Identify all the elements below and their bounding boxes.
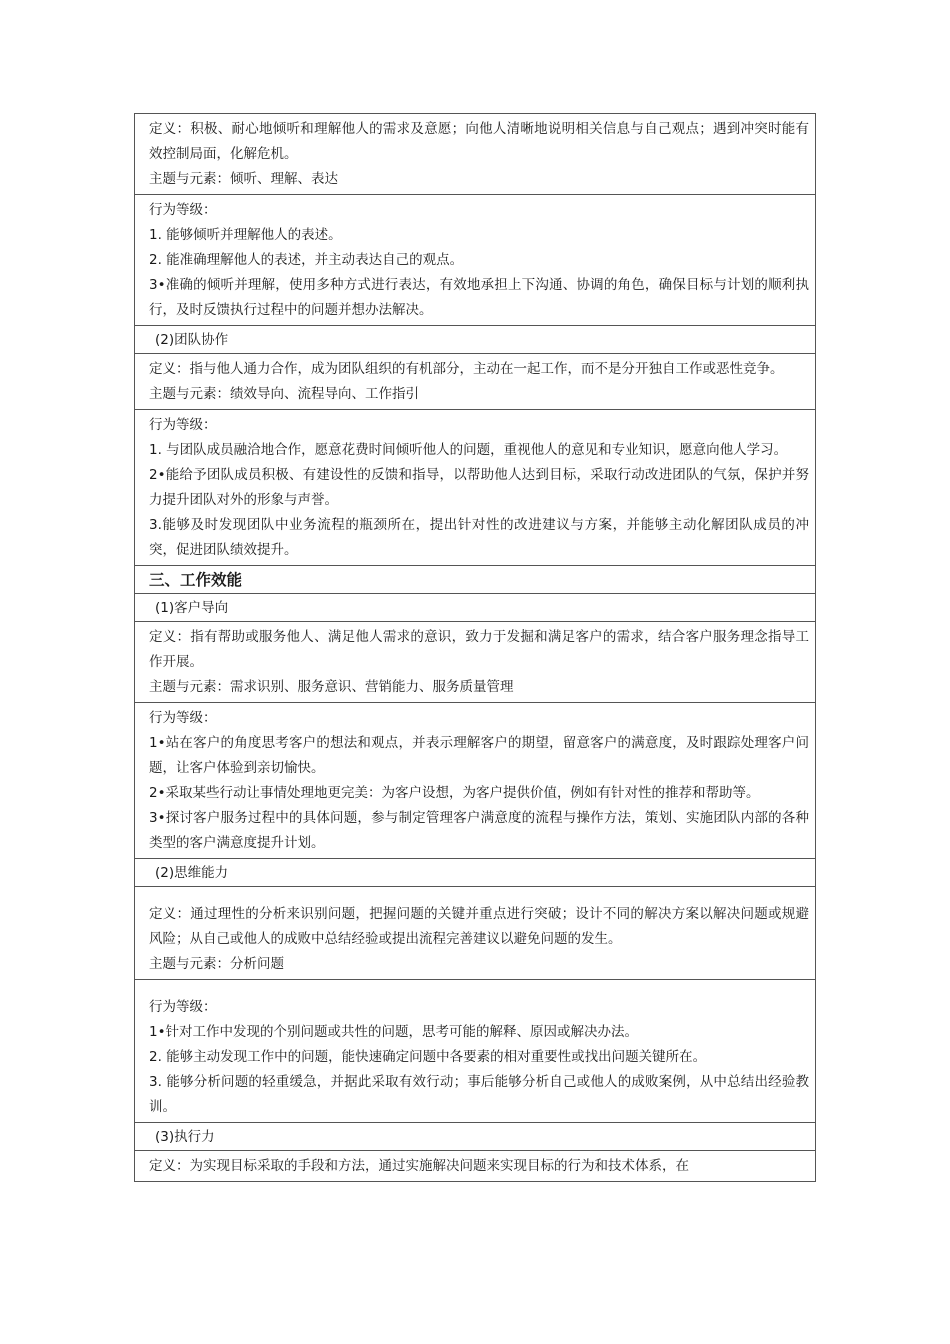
cell-text-line: 行为等级：: [149, 202, 217, 218]
cell-text-line: 1. 与团队成员融洽地合作，愿意花费时间倾听他人的问题，重视他人的意见和专业知识，愿意向他人学习。: [149, 442, 788, 458]
subsection-heading: (1)客户导向: [134, 594, 816, 622]
cell-text-line: 1•站在客户的角度思考客户的想法和观点，并表示理解客户的期望，留意客户的满意度，及时跟踪处理客户问题，让客户体验到亲切愉快。: [149, 735, 809, 776]
cell-text-line: 2•采取某些行动让事情处理地更完美：为客户设想，为客户提供价值，例如有针对性的推荐和帮助等。: [149, 785, 760, 801]
cell-text-line: 3•探讨客户服务过程中的具体问题，参与制定管理客户满意度的流程与操作方法，策划、实施团队内部的各种类型的客户满意度提升计划。: [149, 810, 809, 851]
table-cell: [134, 980, 816, 1123]
cell-text-line: 定义：指有帮助或服务他人、满足他人需求的意识，致力于发掘和满足客户的需求，结合客户服务理念指导工作开展。: [149, 629, 809, 670]
competency-table: [134, 113, 816, 1182]
table-cell: [134, 410, 816, 566]
cell-text-line: 主题与元素：倾听、理解、表达: [149, 171, 338, 187]
table-cell: [134, 354, 816, 410]
cell-text-line: 主题与元素：需求识别、服务意识、营销能力、服务质量管理: [149, 679, 514, 695]
cell-text-line: 3. 能够分析问题的轻重缓急，并据此采取有效行动；事后能够分析自己或他人的成败案例，从中总结出经验教训。: [149, 1074, 809, 1115]
cell-text-line: 定义：指与他人通力合作，成为团队组织的有机部分，主动在一起工作，而不是分开独自工作或恶性竞争。: [149, 361, 784, 377]
subsection-heading: (2)思维能力: [134, 859, 816, 887]
cell-text-line: 2. 能准确理解他人的表述，并主动表达自己的观点。: [149, 252, 464, 268]
cell-text-line: 定义：积极、耐心地倾听和理解他人的需求及意愿；向他人清晰地说明相关信息与自己观点；遇到冲突时能有效控制局面，化解危机。: [149, 121, 809, 162]
cell-text-line: 2•能给予团队成员积极、有建设性的反馈和指导，以帮助他人达到目标，采取行动改进团队的气氛，保护并努力提升团队对外的形象与声誉。: [149, 467, 809, 508]
subsection-heading: (3)执行力: [134, 1123, 816, 1151]
cell-text-line: 定义：为实现目标采取的手段和方法，通过实施解决问题来实现目标的行为和技术体系，在: [149, 1158, 689, 1174]
table-cell: [134, 1151, 816, 1182]
subsection-heading: (2)团队协作: [134, 326, 816, 354]
cell-text-line: 1. 能够倾听并理解他人的表述。: [149, 227, 342, 243]
table-cell: [134, 887, 816, 980]
cell-text-line: 行为等级：: [149, 417, 217, 433]
cell-text-line: 行为等级：: [149, 710, 217, 726]
cell-text-line: 定义：通过理性的分析来识别问题，把握问题的关键并重点进行突破；设计不同的解决方案以解决问题或规避风险；从自己或他人的成败中总结经验或提出流程完善建议以避免问题的发生。: [149, 906, 809, 947]
cell-text-line: 主题与元素：绩效导向、流程导向、工作指引: [149, 386, 419, 402]
table-cell: [134, 703, 816, 859]
cell-text-line: 3•准确的倾听并理解，使用多种方式进行表达，有效地承担上下沟通、协调的角色，确保目标与计划的顺利执行，及时反馈执行过程中的问题并想办法解决。: [149, 277, 809, 318]
cell-text-line: 2. 能够主动发现工作中的问题，能快速确定问题中各要素的相对重要性或找出问题关键所在。: [149, 1049, 707, 1065]
table-cell: [134, 113, 816, 195]
cell-text-line: 1•针对工作中发现的个别问题或共性的问题，思考可能的解释、原因或解决办法。: [149, 1024, 639, 1040]
table-cell: [134, 195, 816, 326]
table-cell: [134, 622, 816, 703]
cell-text-line: 3.能够及时发现团队中业务流程的瓶颈所在，提出针对性的改进建议与方案，并能够主动化解团队成员的冲突，促进团队绩效提升。: [149, 517, 809, 558]
cell-text-line: 行为等级：: [149, 999, 217, 1015]
section-heading: 三、工作效能: [134, 566, 816, 594]
cell-text-line: 主题与元素：分析问题: [149, 956, 284, 972]
